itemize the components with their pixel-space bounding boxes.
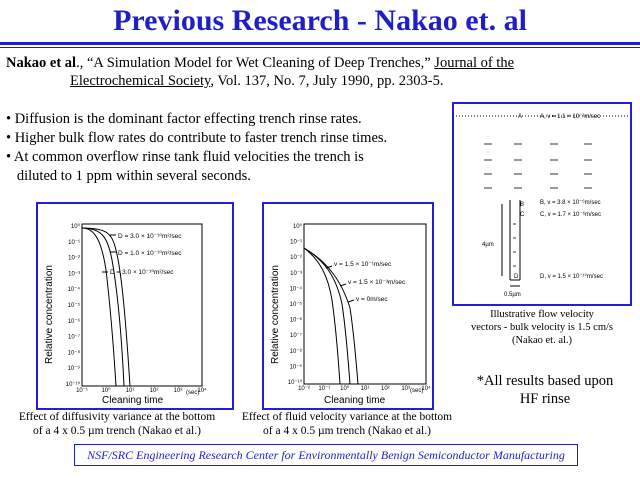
velocity-label: C, v = 1.7 × 10⁻⁶m/sec [540,212,601,218]
y-tick-label: 10⁻¹⁰ [65,382,80,388]
y-tick-label: 10⁻³ [68,271,80,278]
y-tick-label: 10⁻⁵ [289,302,302,308]
point-label: A [518,114,523,120]
figure-flow-vectors [452,102,632,306]
leader-line [348,300,354,302]
figure-velocity [262,202,434,410]
y-tick-label: 10⁻² [290,255,302,262]
depth-label: 4µm [482,242,494,248]
y-tick-label: 10⁻⁷ [67,334,80,341]
width-label: 0.5µm [504,292,521,298]
y-tick-label: 10⁰ [70,224,80,230]
x-tick-label: 10⁴ [197,388,207,394]
x-tick-label: 10¹ [125,388,135,394]
caption-line: of a 4 x 0.5 µm trench (Nakao et al.) [33,425,201,437]
bullet-item: • Diffusion is the dominant factor effecting trench rinse rates. [6,111,362,127]
title-rule-thick [0,42,640,45]
curve-label: D = 3.0 × 10⁻¹⁰m²/sec [110,269,174,276]
leader-line [340,284,346,286]
x-tick-label: 10³ [173,388,183,394]
note-line: HF rinse [519,391,571,407]
x-axis-label: Cleaning time [102,395,164,406]
y-tick-label: 10⁻⁶ [289,317,302,324]
note-line: *All results based upon [476,373,614,389]
y-tick-label: 10⁻¹ [290,239,302,246]
y-tick-labels [66,223,81,388]
curve-label: D = 1.0 × 10⁻¹⁰m²/sec [118,250,182,257]
x-axis-unit: (sec) [186,390,200,396]
hf-rinse-note [450,372,640,408]
curve-label: v = 1.5 × 10⁻¹m/sec [334,261,392,268]
caption-line: vectors - bulk velocity is 1.5 cm/s [470,322,614,333]
citation-journal-2: Electrochemical Society [70,73,211,89]
curve-label: v = 0m/sec [356,296,388,303]
bullet-item: • Higher bulk flow rates do contribute to faster trench rinse times. [6,130,388,146]
y-tick-label: 10⁻⁵ [67,303,80,309]
y-tick-label: 10⁻⁹ [67,366,80,373]
y-tick-label: 10⁻¹ [68,239,80,246]
curve-v1 [304,248,340,384]
bullet-list [6,110,446,186]
figure-diffusivity-caption [2,410,232,438]
x-tick-label: 10¹ [360,386,370,392]
y-tick-label: 10⁻⁴ [289,286,302,293]
curve-label: D = 3.0 × 10⁻¹⁰m²/sec [118,233,182,240]
citation-author: Nakao et al [6,55,77,71]
caption-line: of a 4 x 0.5 µm trench (Nakao et al.) [263,425,431,437]
y-tick-labels [288,223,303,386]
title-rule-thin [0,47,640,48]
x-tick-label: 10² [149,388,159,394]
x-tick-label: 10⁴ [421,386,431,392]
x-axis-unit: (sec) [410,388,424,394]
figure-velocity-plot [264,204,432,408]
citation-details: , Vol. 137, No. 7, July 1990, pp. 2303-5. [210,73,444,89]
velocity-label: D, v = 1.5 × 10⁻¹⁰m/sec [540,274,603,280]
caption-line: Effect of diffusivity variance at the bottom [18,411,216,423]
y-tick-label: 10⁻⁶ [67,318,80,325]
y-tick-label: 10⁻⁹ [289,364,302,371]
curve-v3 [304,248,358,384]
y-tick-label: 10⁻⁸ [67,350,80,357]
page-title: Previous Research - Nakao et. al [113,4,527,37]
figure-diffusivity [36,202,234,410]
caption-line: Illustrative flow velocity [490,309,594,320]
y-tick-label: 10⁻³ [290,270,302,277]
y-axis-label: Relative concentration [44,265,55,364]
point-label: B [520,202,525,208]
x-tick-label: 10² [380,386,390,392]
bullet-item: • At common overflow rinse tank fluid velocities the trench is [6,149,364,165]
y-tick-label: 10⁻⁴ [67,287,80,294]
point-label: D [514,274,519,280]
citation-line-2 [6,72,636,90]
bullet-item: diluted to 1 ppm within several seconds. [6,168,251,184]
citation [6,54,636,90]
caption-line: (Nakao et. al.) [511,335,573,346]
citation-title: ., “A Simulation Model for Wet Cleaning of Deep Trenches,” [76,55,435,71]
x-axis-label: Cleaning time [324,395,386,406]
curve-v2 [304,248,350,384]
y-axis-label: Relative concentration [270,265,281,364]
footer-banner: NSF/SRC Engineering Research Center for Environmentally Benign Semiconductor Manufacturing [74,444,578,466]
curve-label: v = 1.5 × 10⁻³m/sec [348,279,406,286]
x-tick-label: 10⁻¹ [318,386,331,392]
y-tick-label: 10⁻¹⁰ [287,380,302,386]
x-tick-label: 10⁻² [298,386,310,392]
x-tick-label: 10⁰ [101,388,111,394]
point-label: C [520,212,525,218]
velocity-label: B, v = 3.8 × 10⁻⁶m/sec [540,200,601,206]
figure-flow-vectors-caption [452,308,632,347]
y-tick-label: 10⁻⁷ [289,333,302,340]
velocity-label: A, v = 1.1 × 10⁻²m/sec [540,114,601,120]
y-tick-label: 10⁻² [68,255,80,262]
x-tick-label: 10⁻¹ [76,388,88,394]
y-tick-label: 10⁻⁸ [289,348,302,355]
citation-journal-1: Journal of the [434,55,515,71]
figure-velocity-caption [232,410,462,438]
figure-diffusivity-plot [38,204,232,408]
x-tick-label: 10⁰ [340,386,350,392]
x-tick-label: 10³ [401,386,411,392]
y-tick-label: 10⁰ [292,224,302,230]
flow-vector-diagram [454,104,630,304]
plot-frame [82,224,202,386]
plot-frame [304,224,426,384]
caption-line: Effect of fluid velocity variance at the bottom [241,411,453,423]
